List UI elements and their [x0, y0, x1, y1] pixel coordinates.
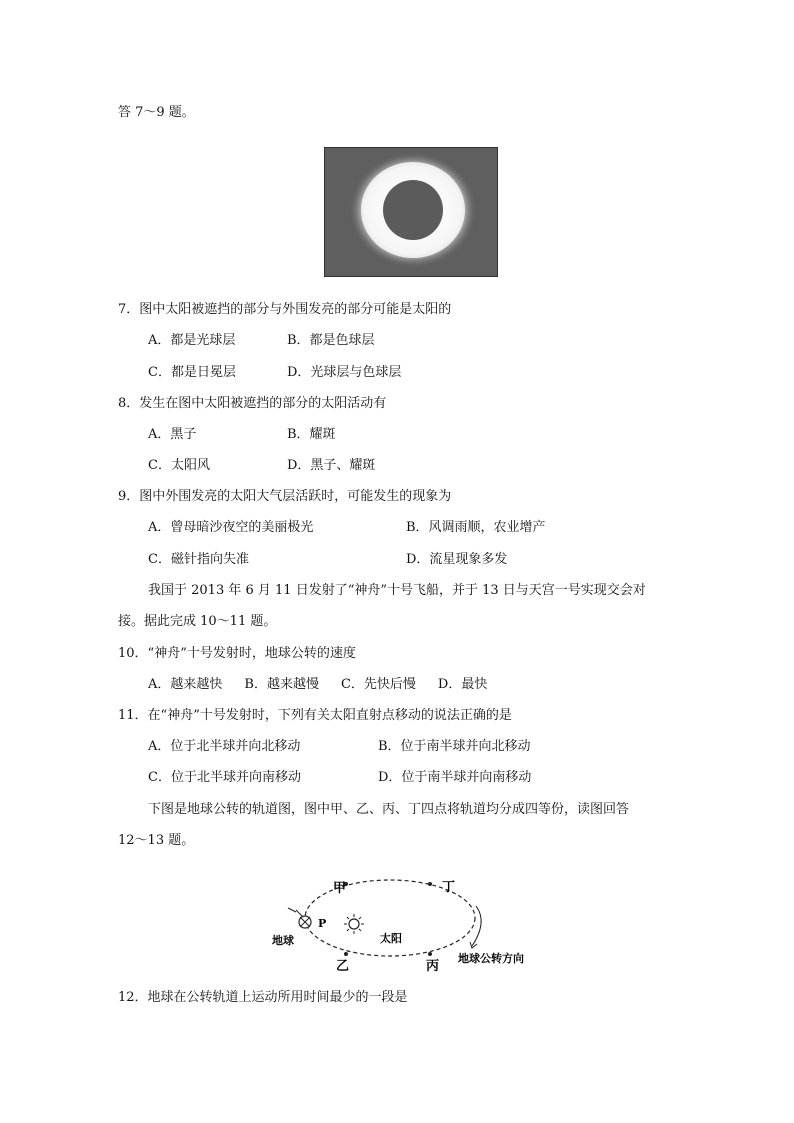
q7-option-d: D．光球层与色球层: [287, 365, 402, 380]
q9-option-b: B．风调雨顺，农业增产: [406, 520, 546, 535]
orbit-label-earth: 地球: [272, 934, 294, 947]
passage-3-line-1: 下图是地球公转的轨道图，图中甲、乙、丙、丁四点将轨道均分成四等份，读图回答: [148, 802, 630, 817]
q10-options: [148, 676, 487, 694]
q8-option-c: C．太阳风: [148, 458, 210, 473]
orbit-label-bing: 丙: [426, 959, 440, 972]
q9-option-c: C．磁针指向失准: [148, 552, 249, 567]
question-10-stem: 10．“神舟”十号发射时，地球公转的速度: [118, 646, 356, 661]
question-7-stem: 7．图中太阳被遮挡的部分与外围发亮的部分可能是太阳的: [118, 302, 452, 317]
earth-icon: [288, 908, 311, 928]
question-8-stem: 8．发生在图中太阳被遮挡的部分的太阳活动有: [118, 396, 387, 411]
q11-option-d: D．位于南半球并向南移动: [378, 770, 532, 785]
orbit-label-direction: 地球公转方向: [458, 952, 524, 965]
eclipse-illustration: [325, 148, 497, 276]
q7-option-c: C．都是日冕层: [148, 365, 236, 380]
q10-option-d: D．最快: [437, 677, 488, 692]
question-9-stem: 9．图中外围发亮的太阳大气层活跃时，可能发生的现象为: [118, 489, 452, 504]
q10-option-a: A．越来越快: [148, 677, 223, 692]
orbit-label-ding: 丁: [442, 880, 456, 895]
q7-option-a: A．都是光球层: [148, 333, 236, 348]
point-ding-marker: [428, 882, 432, 886]
intro-top: 答 7～9 题。: [118, 105, 195, 120]
q8-option-a: A．黑子: [148, 427, 197, 442]
q11-option-b: B．位于南半球并向北移动: [378, 739, 531, 754]
orbit-label-jia: 甲: [333, 881, 347, 896]
solar-eclipse-photo: [324, 147, 498, 277]
q11-option-a: A．位于北半球并向北移动: [148, 739, 301, 754]
earth-orbit-diagram: [270, 872, 570, 972]
question-12-stem: 12．地球在公转轨道上运动所用时间最少的一段是: [118, 990, 408, 1005]
orbit-label-sun: 太阳: [380, 932, 402, 945]
q7-option-b: B．都是色球层: [287, 333, 375, 348]
q8-option-d: D．黑子、耀斑: [287, 458, 376, 473]
q9-option-d: D．流星现象多发: [406, 552, 508, 567]
q10-option-b: B．越来越慢: [244, 677, 319, 692]
point-bing-marker: [428, 952, 432, 956]
q10-option-c: C．先快后慢: [340, 677, 416, 692]
question-11-stem: 11．在“神舟”十号发射时，下列有关太阳直射点移动的说法正确的是: [118, 708, 512, 723]
point-yi-marker: [344, 952, 348, 956]
passage-2-line-2: 接。据此完成 10～11 题。: [118, 614, 277, 629]
q8-option-b: B．耀斑: [287, 427, 336, 442]
q11-option-c: C．位于北半球并向南移动: [148, 770, 301, 785]
passage-2-line-1: 我国于 2013 年 6 月 11 日发射了“神舟”十号飞船，并于 13 日与天宫一号实现交会对: [148, 583, 646, 598]
q9-option-a: A．曾母暗沙夜空的美丽极光: [148, 520, 314, 535]
orbit-label-p: P: [318, 917, 327, 930]
sun-icon: [344, 914, 364, 934]
orbit-label-yi: 乙: [336, 959, 350, 972]
passage-3-line-2: 12～13 题。: [118, 833, 195, 848]
